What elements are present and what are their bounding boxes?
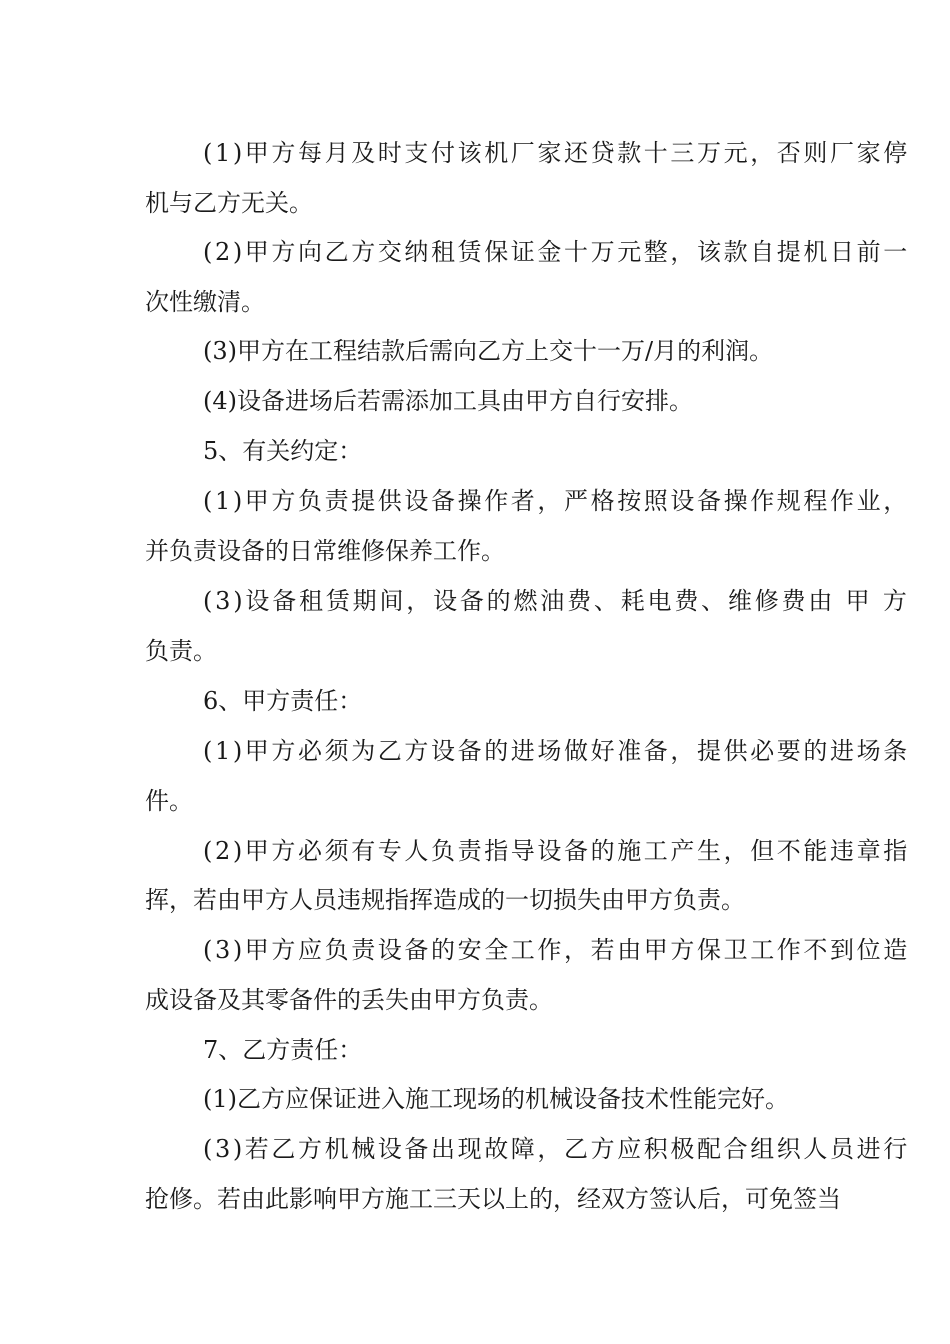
clause-text: 抢修。若由此影响甲方施工三天以上的，经双方签认后，可免签当 xyxy=(145,1185,841,1213)
section-heading-text: 5、有关约定： xyxy=(203,437,363,465)
clause-text: 负责。 xyxy=(145,637,217,665)
paragraph-line xyxy=(0,381,950,421)
clause-text: 机与乙方无关。 xyxy=(145,189,313,217)
paragraph-line xyxy=(0,331,950,371)
paragraph-line xyxy=(0,1129,950,1169)
clause-text: (1)甲方每月及时支付该机厂家还贷款十三万元，否则厂家停 xyxy=(203,139,910,167)
clause-text: (3)甲方在工程结款后需向乙方上交十一万/月的利润。 xyxy=(203,337,774,365)
paragraph-line xyxy=(0,581,950,621)
clause-text: (2)甲方必须有专人负责指导设备的施工产生，但不能违章指 xyxy=(203,837,910,865)
paragraph-line xyxy=(0,781,950,821)
clause-text: (3)设备租赁期间，设备的燃油费、耗电费、维修费由 甲 方 xyxy=(203,587,910,615)
section-heading-text: 6、甲方责任： xyxy=(203,687,363,715)
paragraph-line xyxy=(0,282,950,322)
paragraph-line xyxy=(0,930,950,970)
section-heading xyxy=(0,431,950,471)
paragraph-line xyxy=(0,980,950,1020)
section-heading-text: 7、乙方责任： xyxy=(203,1036,363,1064)
paragraph-line xyxy=(0,1079,950,1119)
section-heading xyxy=(0,1030,950,1070)
clause-text: 次性缴清。 xyxy=(145,288,265,316)
paragraph-line xyxy=(0,481,950,521)
paragraph-line xyxy=(0,631,950,671)
clause-text: (4)设备进场后若需添加工具由甲方自行安排。 xyxy=(203,387,693,415)
clause-text: 并负责设备的日常维修保养工作。 xyxy=(145,537,505,565)
clause-text: (1)甲方必须为乙方设备的进场做好准备，提供必要的进场条 xyxy=(203,737,910,765)
paragraph-line xyxy=(0,831,950,871)
clause-text: 挥，若由甲方人员违规指挥造成的一切损失由甲方负责。 xyxy=(145,886,745,914)
paragraph-line xyxy=(0,531,950,571)
clause-text: 件。 xyxy=(145,787,193,815)
paragraph-line xyxy=(0,1179,950,1219)
clause-text: (1)乙方应保证进入施工现场的机械设备技术性能完好。 xyxy=(203,1085,789,1113)
paragraph-line xyxy=(0,232,950,272)
clause-text: 成设备及其零备件的丢失由甲方负责。 xyxy=(145,986,553,1014)
paragraph-line xyxy=(0,731,950,771)
clause-text: (2)甲方向乙方交纳租赁保证金十万元整，该款自提机日前一 xyxy=(203,238,910,266)
clause-text: (3)甲方应负责设备的安全工作，若由甲方保卫工作不到位造 xyxy=(203,936,910,964)
paragraph-line xyxy=(0,183,950,223)
clause-text: (1)甲方负责提供设备操作者，严格按照设备操作规程作业， xyxy=(203,487,910,515)
section-heading xyxy=(0,681,950,721)
paragraph-line xyxy=(0,133,950,173)
paragraph-line xyxy=(0,880,950,920)
clause-text: (3)若乙方机械设备出现故障，乙方应积极配合组织人员进行 xyxy=(203,1135,910,1163)
